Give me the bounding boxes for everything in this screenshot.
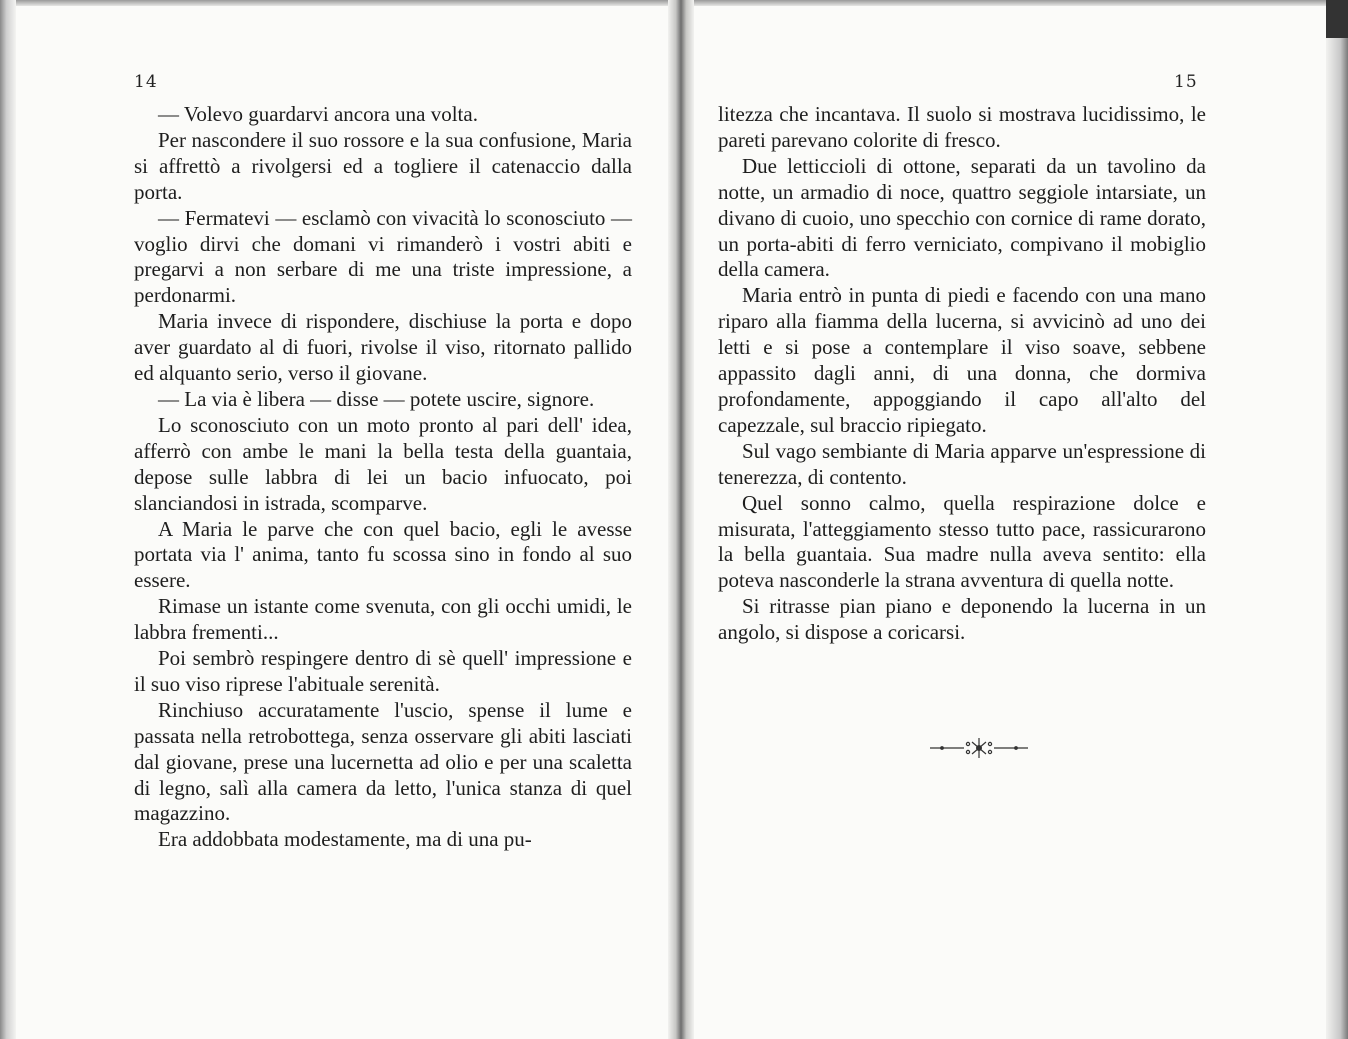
paragraph: Due letticcioli di ottone, separati da un tavolino da notte, un armadio di noce, quattro seggiole intarsiate, un divano di cuoio, uno specchio con cornice di rame dorato, un porta-abiti di ferro verniciato, compivano il mobiglio della camera.	[718, 153, 1206, 282]
paragraph: Maria entrò in punta di piedi e facendo con una mano riparo alla fiamma della lucerna, si avvicinò ad uno dei letti e si pose a contemplare il viso soave, sebbene appassito dagli anni, di una donna, che dormiva profondamente, appoggiando il capo all'alto del capezzale, sul braccio ripiegato.	[718, 283, 1206, 437]
page-corner-shadow	[1326, 0, 1348, 38]
paragraph: Rinchiuso accuratamente l'uscio, spense il lume e passata nella retrobottega, senza osservare gli abiti lasciati dal giovane, prese una lucernetta ad olio e per una scaletta di legno, salì alla camera da letto, l'unica stanza di quel magazzino.	[134, 697, 632, 826]
left-page	[0, 0, 668, 1039]
right-page-number: 15	[1174, 72, 1198, 92]
paragraph: Quel sonno calmo, quella respirazione dolce e misurata, l'atteggiamento stesso tutto pace, rassicurarono la bella guantaia. Sua madre nulla aveva sentito: ella poteva nasconderle la strana avventura di quella notte.	[718, 490, 1206, 593]
right-page-text	[718, 102, 1206, 646]
right-page	[694, 0, 1326, 1039]
paragraph: Lo sconosciuto con un moto pronto al pari dell' idea, afferrò con ambe le mani la bella testa della guantaia, depose sulle labbra di lei un bacio infuocato, poi slanciandosi in istrada, scomparve.	[134, 412, 632, 515]
paragraph: Sul vago sembiante di Maria apparve un'espressione di tenerezza, di contento.	[718, 438, 1206, 489]
paragraph: A Maria le parve che con quel bacio, egli le avesse portata via l' anima, tanto fu scossa sino in fondo al suo essere.	[134, 516, 632, 593]
book-gutter	[668, 0, 694, 1039]
paragraph: Rimase un istante come svenuta, con gli occhi umidi, le labbra frementi...	[134, 594, 632, 645]
paragraph: litezza che incantava. Il suolo si mostrava lucidissimo, le pareti parevano colorite di fresco.	[718, 102, 1206, 152]
paragraph: — Fermatevi — esclamò con vivacità lo sconosciuto — voglio dirvi che domani vi rimanderò i vostri abiti e pregarvi a non serbare di me una triste impressione, a perdonarmi.	[134, 205, 632, 308]
paragraph: Si ritrasse pian piano e deponendo la lucerna in un angolo, si dispose a coricarsi.	[718, 594, 1206, 645]
page-right-edge	[1326, 0, 1348, 1039]
paragraph: — La via è libera — disse — potete uscire, signore.	[158, 386, 595, 411]
paragraph: Maria invece di rispondere, dischiuse la porta e dopo aver guardato al di fuori, rivolse il viso, ritornato pallido ed alquanto serio, verso il giovane.	[134, 309, 632, 386]
fleuron-ornament-icon	[928, 736, 1030, 760]
paragraph: Poi sembrò respingere dentro di sè quell' impressione e il suo viso riprese l'abituale serenità.	[134, 646, 632, 696]
paragraph: Era addobbata modestamente, ma di una pu-	[158, 827, 532, 852]
left-page-number: 14	[134, 72, 158, 92]
paragraph: — Volevo guardarvi ancora una volta.	[158, 102, 478, 126]
left-page-text	[134, 102, 632, 853]
paragraph: Per nascondere il suo rossore e la sua confusione, Maria si affrettò a rivolgersi ed a togliere il catenaccio dalla porta.	[134, 127, 632, 204]
